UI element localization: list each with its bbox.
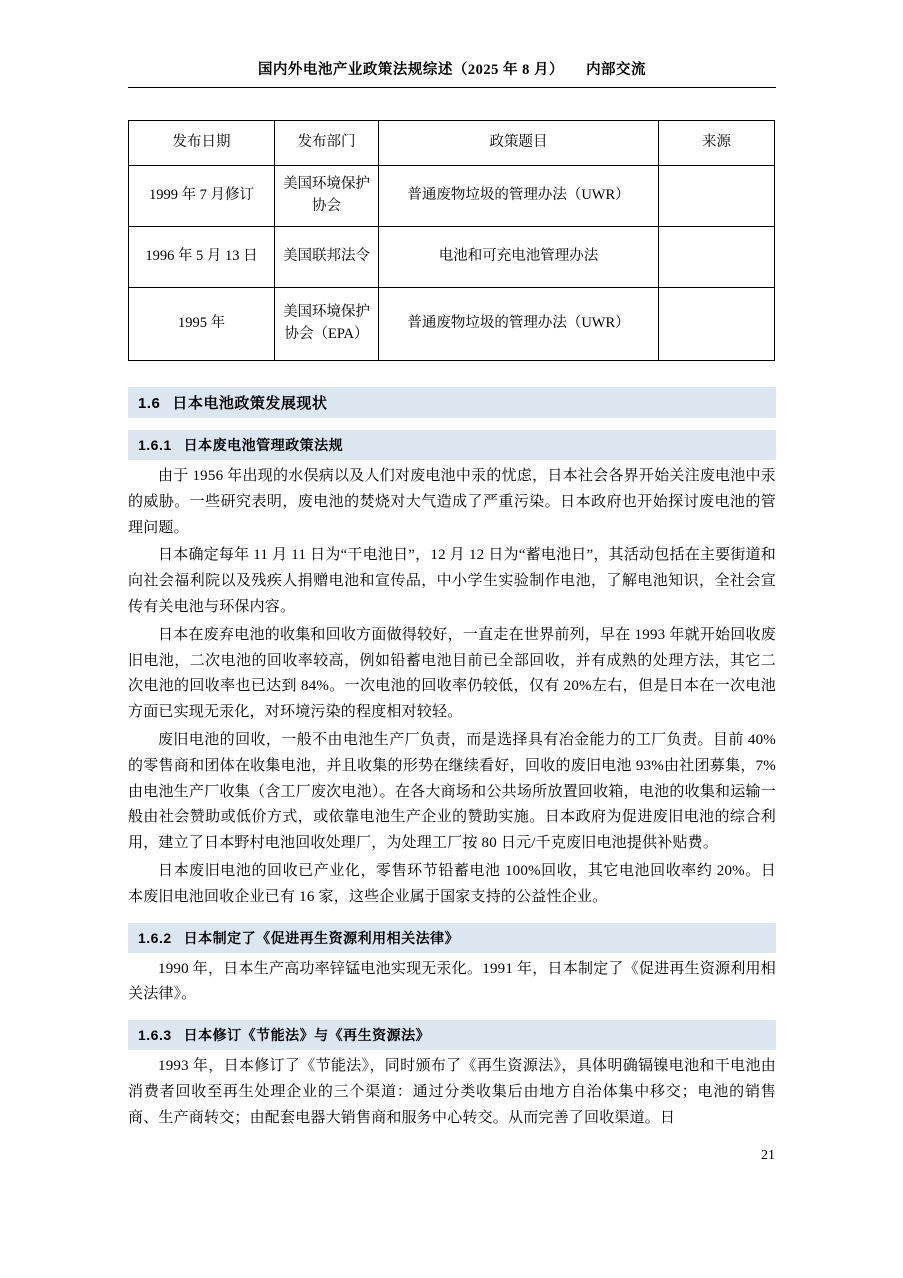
table-row: [129, 166, 775, 227]
section-heading-1-6-3: [128, 1020, 776, 1050]
section-heading-1-6-1: [128, 430, 776, 460]
section-number: 1.6: [138, 395, 161, 412]
page-header: [128, 58, 776, 88]
policy-table: [128, 120, 775, 361]
cell-title: 普通废物垃圾的管理办法（UWR）: [379, 288, 659, 361]
cell-title: 普通废物垃圾的管理办法（UWR）: [379, 166, 659, 227]
section-heading-1-6: [128, 387, 776, 418]
paragraph-3: 日本在废弃电池的收集和回收方面做得较好，一直走在世界前列，早在 1993 年就开始回收废旧电池，二次电池的回收率较高，例如铅蓄电池目前已全部回收，并有成熟的处理方法，其它二次电池的回收率也已达到 84%。一次电池的回收率仍较低，仅有 20%左右，但是日本在一次电池方面已实现无汞化，对环境污染的程度相对较轻。: [128, 626, 776, 721]
column-header-title: 政策题目: [379, 121, 659, 166]
section-title: 日本废电池管理政策法规: [183, 437, 344, 453]
cell-dept: 美国联邦法令: [275, 227, 379, 288]
section-number: 1.6.1: [138, 437, 172, 453]
cell-dept: 美国环境保护协会（EPA）: [275, 288, 379, 361]
page-content: [128, 58, 776, 1134]
cell-title: 电池和可充电池管理办法: [379, 227, 659, 288]
column-header-dept: 发布部门: [275, 121, 379, 166]
column-header-date: 发布日期: [129, 121, 275, 166]
paragraph-4: 废旧电池的回收，一般不由电池生产厂负责，而是选择具有冶金能力的工厂负责。目前 40%的零售商和团体在收集电池，并且收集的形势在继续看好，回收的废旧电池 93%由社团募集，7%由电池生产厂收集（含工厂废次电池）。在各大商场和公共场所放置回收箱，电池的收集和运输一般由社会赞助或低价方式，或依靠电池生产企业的赞助实施。日本政府为促进废旧电池的综合利用，建立了日本野村电池回收处理厂，为处理工厂按 80 日元/千克废旧电池提供补贴费。: [128, 731, 776, 852]
column-header-source: 来源: [659, 121, 775, 166]
table-row: [129, 227, 775, 288]
section-number: 1.6.3: [138, 1027, 172, 1044]
section-heading-1-6-2: [128, 923, 776, 953]
paragraph-7: 1993 年，日本修订了《节能法》，同时颁布了《再生资源法》，具体明确镉镍电池和干电池由消费者回收至再生处理企业的三个渠道：通过分类收集后由地方自治体集中移交；电池的销售商、生产商转交；由配套电器大销售商和服务中心转交。从而完善了回收渠道。日: [128, 1058, 776, 1126]
cell-date: 1995 年: [129, 288, 275, 361]
section-title: 日本制定了《促进再生资源利用相关法律》: [183, 929, 460, 946]
paragraph-1: 由于 1956 年出现的水俣病以及人们对废电池中汞的忧虑，日本社会各界开始关注废电池中汞的威胁。一些研究表明，废电池的焚烧对大气造成了严重污染。日本政府也开始探讨废电池的管理问题。: [128, 468, 776, 536]
cell-source: [659, 288, 775, 361]
paragraph-6: 1990 年，日本生产高功率锌锰电池实现无汞化。1991 年，日本制定了《促进再生资源利用相关法律》。: [128, 960, 776, 1003]
section-title: 日本修订《节能法》与《再生资源法》: [183, 1027, 431, 1044]
section-title: 日本电池政策发展现状: [172, 395, 328, 412]
cell-date: 1999 年 7 月修订: [129, 166, 275, 227]
table-header-row: [129, 121, 775, 166]
section-number: 1.6.2: [138, 929, 172, 946]
paragraph-2: 日本确定每年 11 月 11 日为“干电池日”，12 月 12 日为“蓄电池日”，其活动包括在主要街道和向社会福利院以及残疾人捐赠电池和宣传品，中小学生实验制作电池，了解电池知识，全社会宣传有关电池与环保内容。: [128, 547, 776, 615]
paragraph-5: 日本废旧电池的回收已产业化，零售环节铅蓄电池 100%回收，其它电池回收率约 20%。日本废旧电池回收企业已有 16 家，这些企业属于国家支持的公益性企业。: [128, 862, 776, 905]
cell-dept: 美国环境保护协会: [275, 166, 379, 227]
cell-source: [659, 227, 775, 288]
cell-date: 1996 年 5 月 13 日: [129, 227, 275, 288]
cell-source: [659, 166, 775, 227]
header-title: 国内外电池产业政策法规综述（2025 年 8 月）: [257, 62, 565, 78]
page-number: 21: [761, 1148, 775, 1163]
table-row: [129, 288, 775, 361]
header-note: 内部交流: [586, 62, 647, 78]
